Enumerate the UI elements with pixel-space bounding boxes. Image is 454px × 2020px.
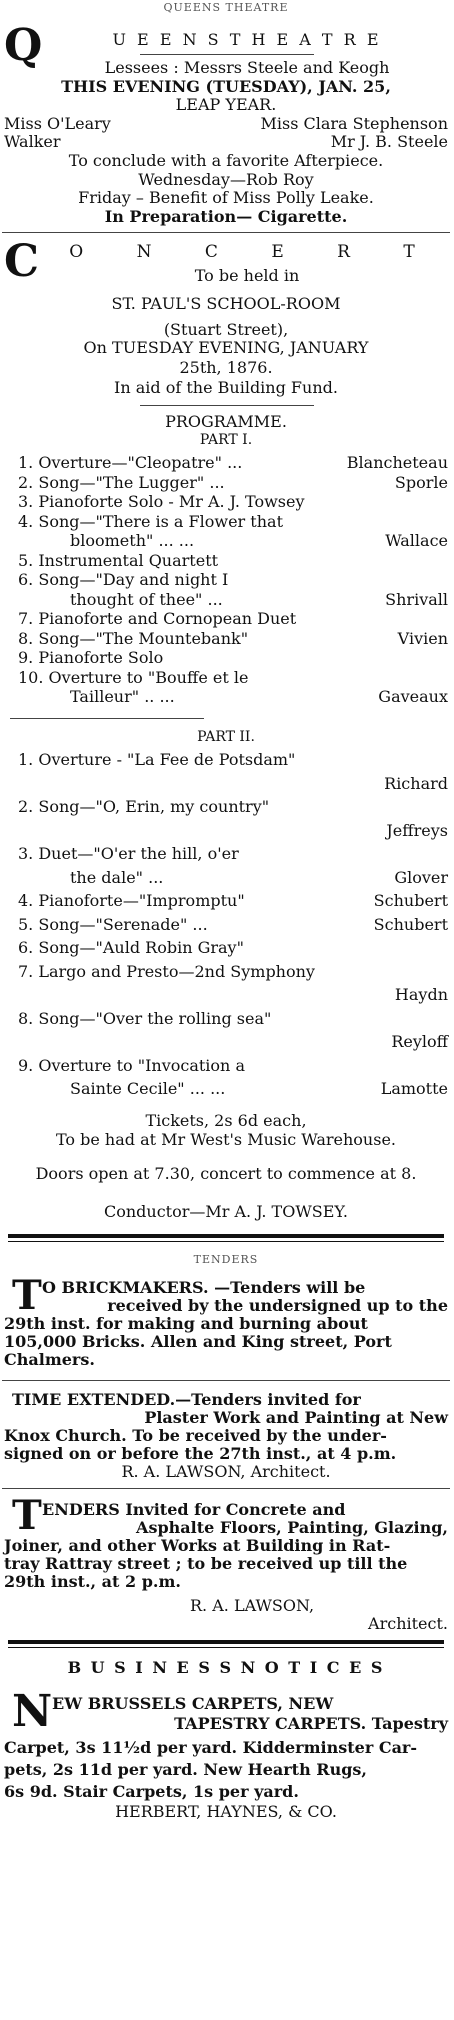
programme-item-composer: Jeffreys xyxy=(386,820,448,840)
thin-rule xyxy=(8,1241,444,1242)
cast-actor: Miss Clara Stephenson xyxy=(260,114,448,133)
programme-item xyxy=(70,1081,448,1097)
programme-item-composer: Schubert xyxy=(373,891,448,910)
programme-item-composer: Lamotte xyxy=(380,1079,448,1098)
programme-item xyxy=(18,455,448,471)
concert-venue: ST. PAUL'S SCHOOL-ROOM xyxy=(111,294,341,313)
programme-item-title: 2. Song—"The Lugger" ... xyxy=(18,472,225,492)
theatre-lessees: Lessees : Messrs Steele and Keogh xyxy=(104,58,390,77)
top-section-header: QUEENS THEATRE xyxy=(163,1,289,14)
programme-item-title: 8. Song—"Over the rolling sea" xyxy=(18,1008,272,1028)
theatre-wednesday: Wednesday—Rob Roy xyxy=(138,170,314,189)
cast-actor: Mr J. B. Steele xyxy=(330,132,448,151)
programme-item-title: 7. Largo and Presto—2nd Symphony xyxy=(18,961,315,981)
tenders-line-1: ENDERS Invited for Concrete and xyxy=(42,1500,346,1519)
carpets-line-3: Carpet, 3s 11½d per yard. Kidderminster Car- xyxy=(4,1738,417,1757)
tickets-where: To be had at Mr West's Music Warehouse. xyxy=(55,1130,396,1149)
theatre-drop-cap: Q xyxy=(4,20,43,71)
tenders-signature: R. A. LAWSON, xyxy=(190,1596,315,1615)
time-extended-signature: R. A. LAWSON, Architect. xyxy=(121,1462,331,1481)
programme-item-title: 4. Song—"There is a Flower that xyxy=(18,511,283,531)
programme-item xyxy=(18,611,448,627)
concert-street: (Stuart Street), xyxy=(163,320,289,339)
thin-rule xyxy=(8,1647,444,1648)
time-extended-line-1: TIME EXTENDED.—Tenders invited for xyxy=(12,1390,361,1409)
programme-item xyxy=(18,511,448,531)
programme-item-title: 6. Song—"Auld Robin Gray" xyxy=(18,938,244,957)
theatre-afterpiece: To conclude with a favorite Afterpiece. xyxy=(68,151,384,170)
programme-item xyxy=(18,1008,448,1028)
part-1-heading: PART I. xyxy=(199,432,253,448)
theatre-title-rule xyxy=(140,54,314,55)
conductor: Conductor—Mr A. J. TOWSEY. xyxy=(103,1202,349,1221)
theatre-preparation: In Preparation— Cigarette. xyxy=(104,207,348,226)
programme-item xyxy=(70,533,448,549)
programme-item-composer: Sporle xyxy=(394,472,448,492)
time-extended-line-2: Plaster Work and Painting at New xyxy=(144,1408,448,1427)
programme-item-title: Sainte Cecile" ... ... xyxy=(70,1079,226,1098)
theatre-cast-row-2 xyxy=(4,134,448,150)
divider xyxy=(10,718,204,719)
business-notices-header: B U S I N E S S N O T I C E S xyxy=(67,1658,385,1677)
brickmakers-line-5: Chalmers. xyxy=(4,1350,95,1369)
programme-item xyxy=(70,1034,448,1050)
programme-item-composer: Haydn xyxy=(394,985,448,1004)
programme-item xyxy=(70,987,448,1003)
programme-item xyxy=(70,689,448,705)
programme-heading: PROGRAMME. xyxy=(165,412,287,431)
programme-item xyxy=(70,773,448,793)
theatre-leap-year: LEAP YEAR. xyxy=(175,95,277,114)
programme-item-composer: Schubert xyxy=(373,914,448,934)
concert-held-in: To be held in xyxy=(194,266,300,285)
divider xyxy=(2,1488,450,1489)
programme-item xyxy=(18,628,448,648)
time-extended-line-3: Knox Church. To be received by the under- xyxy=(4,1426,387,1445)
programme-item-title: 4. Pianoforte—"Impromptu" xyxy=(18,891,245,910)
programme-item-composer: Shrivall xyxy=(385,589,448,609)
programme-item-composer: Glover xyxy=(394,867,448,887)
programme-item-title: 10. Overture to "Bouffe et le xyxy=(18,667,249,687)
programme-item xyxy=(18,914,448,934)
programme-item xyxy=(70,589,448,609)
divider xyxy=(2,1380,450,1381)
programme-item xyxy=(18,961,448,981)
thick-rule xyxy=(8,1640,444,1644)
programme-item-composer: Reyloff xyxy=(391,1032,448,1051)
programme-item xyxy=(18,667,448,687)
programme-item xyxy=(18,650,448,666)
programme-item-title: Tailleur" .. ... xyxy=(70,687,175,706)
concert-date-1: On TUESDAY EVENING, JANUARY xyxy=(83,338,369,357)
programme-item-title: 1. Overture—"Cleopatre" ... xyxy=(18,453,243,472)
programme-item xyxy=(18,550,448,570)
tenders-line-5: 29th inst., at 2 p.m. xyxy=(4,1572,181,1591)
brickmakers-line-3: 29th inst. for making and burning about xyxy=(4,1314,368,1333)
programme-item xyxy=(18,846,448,862)
tenders-line-2: Asphalte Floors, Painting, Glazing, xyxy=(136,1518,448,1537)
divider xyxy=(2,232,450,233)
part-2-heading: PART II. xyxy=(197,729,255,745)
theatre-cast-row-1 xyxy=(4,116,448,132)
programme-item-composer: Wallace xyxy=(385,531,448,550)
tenders-line-3: Joiner, and other Works at Building in Rat- xyxy=(4,1536,391,1555)
brickmakers-line-2: received by the undersigned up to the xyxy=(107,1296,448,1315)
programme-item-title: 1. Overture - "La Fee de Potsdam" xyxy=(18,750,296,769)
carpets-line-4: pets, 2s 11d per yard. New Hearth Rugs, xyxy=(4,1760,367,1779)
programme-item-title: 7. Pianoforte and Cornopean Duet xyxy=(18,609,297,628)
programme-item-composer: Richard xyxy=(384,773,448,793)
cast-role: Miss O'Leary xyxy=(4,114,111,133)
programme-item-title: 5. Song—"Serenade" ... xyxy=(18,914,208,934)
carpets-line-1: EW BRUSSELS CARPETS, NEW xyxy=(52,1694,334,1713)
programme-item-title: the dale" ... xyxy=(70,867,164,887)
programme-item xyxy=(18,799,448,815)
concert-title: O N C E R T xyxy=(69,242,439,262)
programme-item xyxy=(18,1055,448,1075)
brickmakers-line-4: 105,000 Bricks. Allen and King street, Port xyxy=(4,1332,392,1351)
tickets-price: Tickets, 2s 6d each, xyxy=(145,1111,307,1130)
tenders-header: TENDERS xyxy=(193,1253,259,1266)
theatre-friday: Friday – Benefit of Miss Polly Leake. xyxy=(78,188,374,207)
brickmakers-drop-cap: T xyxy=(12,1272,42,1319)
programme-item xyxy=(18,472,448,492)
programme-item-title: 9. Pianoforte Solo xyxy=(18,648,164,667)
carpets-line-2: TAPESTRY CARPETS. Tapestry xyxy=(174,1714,448,1733)
concert-date-2: 25th, 1876. xyxy=(179,358,273,377)
programme-item-title: thought of thee" ... xyxy=(70,589,223,609)
programme-item-title: 5. Instrumental Quartett xyxy=(18,550,219,570)
programme-item-title: 3. Pianoforte Solo - Mr A. J. Towsey xyxy=(18,492,305,511)
programme-item xyxy=(70,820,448,840)
programme-item-title: 3. Duet—"O'er the hill, o'er xyxy=(18,844,239,863)
theatre-title: U E E N S T H E A T R E xyxy=(112,30,382,49)
programme-item-composer: Blancheteau xyxy=(346,453,448,472)
programme-item xyxy=(18,893,448,909)
programme-item xyxy=(70,867,448,887)
programme-item-title: 2. Song—"O, Erin, my country" xyxy=(18,797,270,816)
programme-item-title: bloometh" ... ... xyxy=(70,531,195,550)
concert-aid: In aid of the Building Fund. xyxy=(114,378,338,397)
time-extended-line-4: signed on or before the 27th inst., at 4 p.m. xyxy=(4,1444,397,1463)
carpets-firm: HERBERT, HAYNES, & CO. xyxy=(115,1802,337,1821)
tenders-line-4: tray Rattray street ; to be received up till the xyxy=(4,1554,408,1573)
carpets-drop-cap: N xyxy=(12,1686,53,1737)
theatre-this-evening: THIS EVENING (TUESDAY), JAN. 25, xyxy=(61,77,391,96)
programme-item xyxy=(18,940,448,956)
doors-open: Doors open at 7.30, concert to commence at 8. xyxy=(35,1164,417,1183)
cast-role: Walker xyxy=(4,132,61,151)
programme-item-composer: Gaveaux xyxy=(378,687,448,706)
programme-item-title: 8. Song—"The Mountebank" xyxy=(18,628,249,648)
brickmakers-line-1: O BRICKMAKERS. —Tenders will be xyxy=(42,1278,366,1297)
concert-drop-cap: C xyxy=(4,236,40,287)
programme-item xyxy=(18,494,448,510)
programme-item-composer: Vivien xyxy=(397,628,448,648)
thick-rule xyxy=(8,1234,444,1238)
divider xyxy=(140,405,314,406)
programme-item xyxy=(18,752,448,768)
programme-item-title: 9. Overture to "Invocation a xyxy=(18,1055,245,1075)
carpets-line-5: 6s 9d. Stair Carpets, 1s per yard. xyxy=(4,1782,299,1801)
tenders-architect: Architect. xyxy=(368,1614,448,1633)
programme-item-title: 6. Song—"Day and night I xyxy=(18,570,229,589)
programme-item xyxy=(18,572,448,588)
tenders-drop-cap: T xyxy=(12,1492,42,1539)
